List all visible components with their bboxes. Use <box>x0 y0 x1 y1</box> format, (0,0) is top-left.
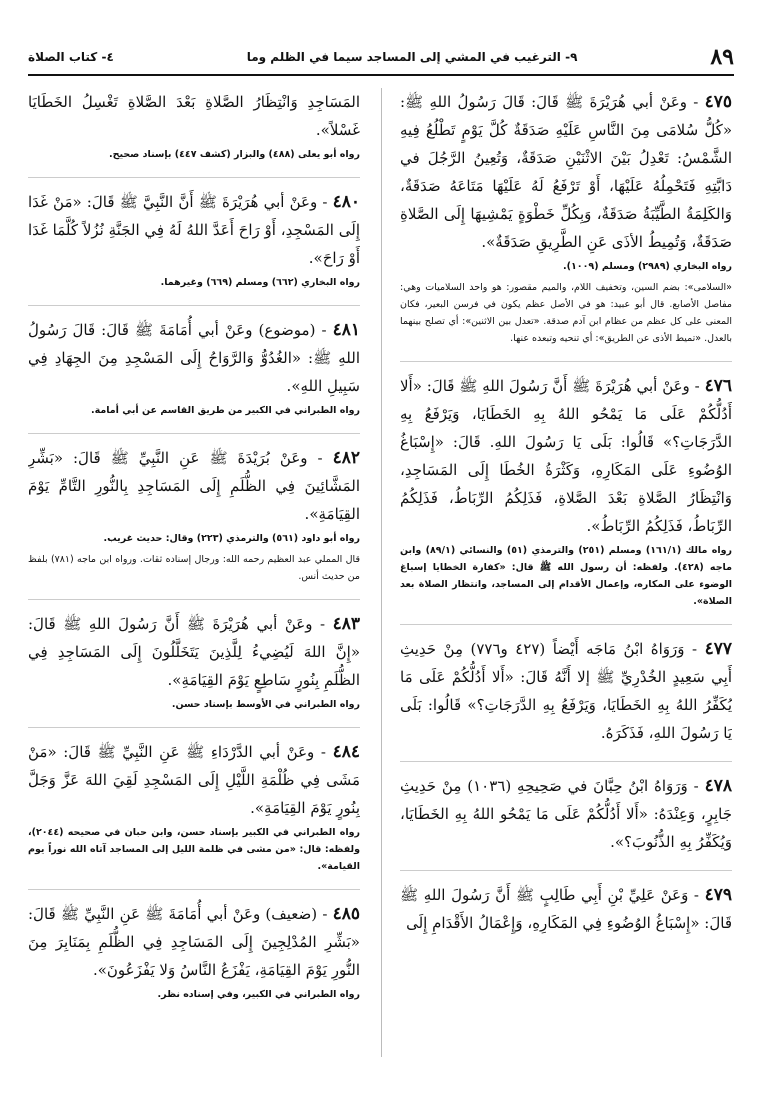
hadith-entry <box>28 444 360 585</box>
hadith-body: - وعَنْ أبي هُرَيْرَةَ ﷺ أَنَّ النَّبِيَّ ﷺ قَالَ: «مَنْ غَدَا إِلَى المَسْجِدِ، أَوْ رَاحَ أَعَدَّ اللهُ لَهُ فِي الجَنَّةِ نُزُلاً كُلَّمَا غَدَا أَوْ رَاحَ». <box>28 193 360 267</box>
hadith-entry <box>400 372 732 610</box>
entry-separator <box>400 761 732 762</box>
hadith-reference: رواه الطبراني في الكبير، وفي إسناده نظر. <box>157 989 360 1000</box>
hadith-entry <box>28 738 360 875</box>
hadith-entry <box>28 316 360 419</box>
entry-separator <box>28 177 360 178</box>
hadith-body: - وَرَوَاهُ ابْنُ حِبَّانَ في صَحِيحِهِ (١٠٣٦) مِنْ حَدِيثِ جَابِرٍ، وَعِنْدَهُ: «أَلا أَدُلُّكُمْ عَلَى مَا يَمْحُو اللهُ بِهِ الخَطَايَا، وَيُكَفِّرُ بِهِ الذُّنُوبَ؟». <box>400 777 732 851</box>
hadith-body: - وَعَنْ عَلِيِّ بْنِ أَبِي طَالِبٍ ﷺ أَنَّ رَسُولَ اللهِ ﷺ قَالَ: «إِسْبَاغُ الوُضُوءِ فِي المَكَارِهِ، وَإِعْمَالُ الأَقْدَامِ إِلَى <box>400 886 732 932</box>
hadith-body: - وعَنْ أبي الدَّرْدَاءِ ﷺ عَنِ النَّبِيِّ ﷺ قَالَ: «مَنْ مَشَى فِي ظُلْمَةِ اللَّيْلِ إِلَى المَسْجِدِ لَقِيَ اللهَ عَزَّ وَجَلَّ بِنُورٍ يَوْمَ القِيَامَةِ». <box>28 743 360 817</box>
hadith-reference: رواه البخاري (٢٩٨٩) ومسلم (١٠٠٩). <box>563 261 732 272</box>
hadith-reference: رواه أبو داود (٥٦١) والترمذي (٢٢٣) وقال: حديث غريب. <box>103 533 360 544</box>
hadith-body: - وعَنْ أبي هُرَيْرَةَ ﷺ قَالَ: قَالَ رَسُولُ اللهِ ﷺ: «كُلُّ سُلامَى مِنَ النَّاسِ عَلَيْهِ صَدَقَةٌ كُلَّ يَوْمٍ تَطْلُعُ فِيهِ الشَّمْسُ: تَعْدِلُ بَيْنَ الاثْنَيْنِ صَدَقَةٌ، وَتُعِينُ الرَّجُلَ في دَابَّتِهِ فَتَحْمِلُهُ عَلَيْهَا، أَوْ تَرْفَعُ لَهُ عَلَيْهَا مَتَاعَهُ صَدَقَةٌ، وَالكَلِمَةُ الطَّيِّبَةُ صَدَقَةٌ، وَبِكُلِّ خَطْوَةٍ يَمْشِيهَا إِلَى الصَّلاةِ صَدَقَةٌ، وَتُمِيطُ الأذَى عَنِ الطَّرِيقِ صَدَقَةٌ». <box>400 93 732 251</box>
hadith-entry <box>28 88 360 163</box>
header-rule <box>28 74 734 76</box>
hadith-number: ٤٨٠ <box>332 192 360 212</box>
hadith-note: «السلامى»: بضم السين، وتخفيف اللام، والميم مقصور: هو واحد السلاميات وهي: مفاصل الأصابع. قال أبو عبيد: هو في الأصل عظم يكون في فرسن البعير، فكان المعنى على كل عظم من عظام ابن آدم صدقة. «تعدل بين الاثنين»: أي تصلح بينهما بالعدل. «تميط الأذى عن الطريق»: أي تنحيه وتبعده عنها. <box>400 282 732 344</box>
hadith-number: ٤٨٤ <box>332 742 360 762</box>
entry-separator <box>28 305 360 306</box>
hadith-text <box>28 610 360 694</box>
hadith-entry <box>400 772 732 856</box>
hadith-number: ٤٨٢ <box>332 448 360 468</box>
book-title: ٤- كتاب الصلاة <box>28 50 114 64</box>
hadith-number: ٤٧٧ <box>704 639 732 659</box>
hadith-text <box>400 372 732 540</box>
hadith-body: - وعَنْ أبي هُرَيْرَةَ ﷺ أَنَّ رَسُولَ اللهِ ﷺ قَالَ: «إِنَّ اللهَ لَيُضِيءُ لِلَّذِينَ يَتَخَلَّلُونَ إِلَى المَسَاجِدِ فِي الظُّلَمِ بِنُورٍ سَاطِعٍ يَوْمَ القِيَامَةِ». <box>28 615 360 689</box>
hadith-entry <box>400 635 732 747</box>
hadith-number: ٤٧٦ <box>704 376 732 396</box>
hadith-entry <box>28 900 360 1003</box>
page-number: ٨٩ <box>710 44 734 70</box>
running-header <box>28 42 734 72</box>
hadith-text <box>400 881 732 937</box>
hadith-entry <box>28 610 360 713</box>
hadith-reference: رواه الطبراني في الكبير بإسناد حسن، وابن حبان في صحيحه (٢٠٤٤)، ولفظه: قال: «من مشى في ظلمة الليل إلى المساجد آتاه الله نوراً يوم القيامة». <box>28 827 360 872</box>
entry-separator <box>28 727 360 728</box>
hadith-text <box>400 88 732 256</box>
hadith-body: المَسَاجِدِ وَانْتِظَارُ الصَّلاةِ بَعْدَ الصَّلاةِ تَغْسِلُ الخَطَايَا غَسْلاً». <box>28 93 360 139</box>
hadith-number: ٤٨٣ <box>332 614 360 634</box>
hadith-reference: رواه مالك (١٦١/١) ومسلم (٢٥١) والترمذي (٥١) والنسائي (٨٩/١) وابن ماجه (٤٢٨). ولفظه: أن رسول الله ﷺ قال: «كفارة الخطايا إسباغ الوضوء على المكاره، وإعمال الأقدام إلى المساجد، وانتظار الصلاة بعد الصلاة». <box>400 545 732 607</box>
hadith-note: قال المملي عبد العظيم رحمه الله: ورجال إسناده ثقات. ورواه ابن ماجه (٧٨١) بلفظ من حديث أنس. <box>28 554 360 582</box>
hadith-body: - وعَنْ بُرَيْدَةَ ﷺ عَنِ النَّبِيِّ ﷺ قَالَ: «بَشِّرِ المَشَّائِينَ فِي الظُّلَمِ إِلَى المَسَاجِدِ بِالنُّورِ التَّامِّ يَوْمَ القِيَامَةِ». <box>28 449 360 523</box>
hadith-body: - وعَنْ أبي هُرَيْرَةَ ﷺ أَنَّ رَسُولَ اللهِ ﷺ قَالَ: «أَلا أَدُلُّكُمْ عَلَى مَا يَمْحُو اللهُ بِهِ الخَطَايَا، وَيَرْفَعُ بِهِ الدَّرَجَاتِ؟» قَالُوا: بَلَى يَا رَسُولَ اللهِ. قَالَ: «إِسْبَاغُ الوُضُوءِ عَلَى المَكَارِهِ، وَكَثْرَةُ الخُطَا إِلَى المَسَاجِدِ، وَانْتِظَارُ الصَّلاةِ بَعْدَ الصَّلاةِ، فَذَلِكُمُ الرِّبَاطُ، فَذَلِكُمُ الرِّبَاطُ، فَذَلِكُمُ الرِّبَاطُ». <box>400 377 732 535</box>
hadith-number: ٤٨١ <box>332 320 360 340</box>
hadith-text <box>28 738 360 822</box>
hadith-number: ٤٨٥ <box>332 904 360 924</box>
hadith-text <box>28 900 360 984</box>
entry-separator <box>28 889 360 890</box>
hadith-entry <box>400 881 732 937</box>
hadith-text <box>400 772 732 856</box>
chapter-title: ٩- الترغيب في المشي إلى المساجد سيما في الظلم وما <box>246 50 578 64</box>
right-column <box>400 88 732 1067</box>
hadith-text <box>28 444 360 528</box>
entry-separator <box>28 433 360 434</box>
hadith-entry <box>400 88 732 347</box>
hadith-text <box>28 88 360 144</box>
hadith-body: - (ضعيف) وعَنْ أبي أُمَامَةَ ﷺ عَنِ النَّبِيِّ ﷺ قَالَ: «بَشِّرِ المُدْلِجِينَ إِلَى المَسَاجِدِ فِي الظُّلَمِ بِمَنَابِرَ مِنَ النُّورِ يَوْمَ القِيَامَةِ، يَفْزَعُ النَّاسُ وَلا يَفْزَعُونَ». <box>28 905 360 979</box>
entry-separator <box>28 599 360 600</box>
entry-separator <box>400 624 732 625</box>
entry-separator <box>400 361 732 362</box>
hadith-body: - (موضوع) وعَنْ أبي أُمَامَةَ ﷺ قَالَ: قَالَ رَسُولُ اللهِ ﷺ: «الغُدُوُّ وَالرَّوَاحُ إِلَى المَسْجِدِ مِنَ الجِهَادِ فِي سَبِيلِ اللهِ». <box>28 321 360 395</box>
hadith-reference: رواه أبو يعلى (٤٨٨) والبزار (كشف ٤٤٧) بإسناد صحيح. <box>109 149 360 160</box>
hadith-text <box>400 635 732 747</box>
hadith-number: ٤٧٨ <box>704 776 732 796</box>
entry-separator <box>400 870 732 871</box>
hadith-number: ٤٧٩ <box>704 885 732 905</box>
hadith-reference: رواه الطبراني في الكبير من طريق القاسم عن أبي أمامة. <box>90 405 360 416</box>
hadith-number: ٤٧٥ <box>704 92 732 112</box>
hadith-text <box>28 188 360 272</box>
hadith-text <box>28 316 360 400</box>
left-column <box>28 88 360 1067</box>
hadith-reference: رواه الطبراني في الأوسط بإسناد حسن. <box>171 699 360 710</box>
hadith-entry <box>28 188 360 291</box>
hadith-reference: رواه البخاري (٦٦٢) ومسلم (٦٦٩) وغيرهما. <box>160 277 360 288</box>
hadith-body: - وَرَوَاهُ ابْنُ مَاجَه أَيْضاً (٤٢٧ و٧٧٦) مِنْ حَدِيثِ أَبِي سَعِيدٍ الخُدْرِيِّ ﷺ إلا أَنَّهُ قَالَ: «أَلا أَدُلُّكُمْ عَلَى مَا يُكَفِّرُ اللهُ بِهِ الخَطَايَا، وَيَرْفَعُ بِهِ الدَّرَجَاتِ؟» قَالُوا: بَلَى يَا رَسُولَ اللهِ، فَذَكَرَهُ. <box>400 640 732 742</box>
column-divider <box>381 88 382 1057</box>
